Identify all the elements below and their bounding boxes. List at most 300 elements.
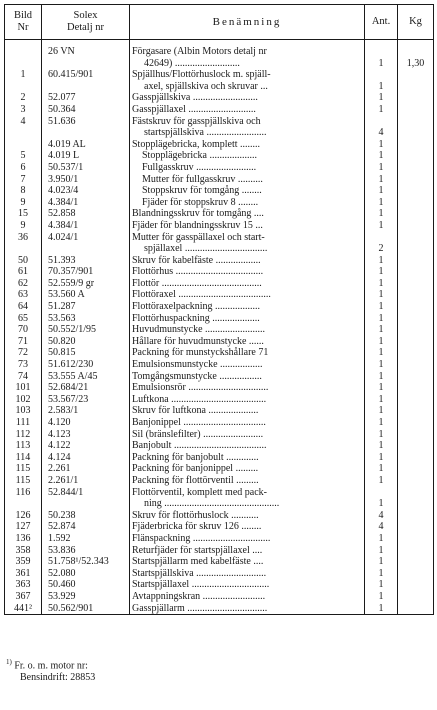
- benamning-cell: [130, 266, 365, 278]
- detalj-nr-cell: 4.384/1: [42, 197, 130, 209]
- ant-cell: 1: [365, 452, 398, 464]
- footnote-marker: 1): [6, 658, 12, 666]
- benamning-line: Fjäder för stoppskruv 8 ........: [142, 196, 259, 208]
- table-row: [5, 417, 434, 429]
- table-row: [5, 336, 434, 348]
- kg-cell: [398, 603, 434, 615]
- ant-cell: 1: [365, 336, 398, 348]
- detalj-nr-cell: 52.684/21: [42, 382, 130, 394]
- bild-nr-cell: 1: [5, 69, 42, 92]
- ant-cell: 1: [365, 162, 398, 174]
- bild-nr-cell: 64: [5, 301, 42, 313]
- benamning-cell: [130, 556, 365, 568]
- benamning-cell: [130, 278, 365, 290]
- bild-nr-cell: 8: [5, 185, 42, 197]
- bild-nr-cell: 15: [5, 208, 42, 220]
- ant-cell: 1: [365, 69, 398, 92]
- bild-nr-cell: 111: [5, 417, 42, 429]
- table-row: [5, 208, 434, 220]
- header-kg: Kg: [398, 5, 434, 40]
- benamning-line: Tomgångsmunstycke .................: [132, 370, 262, 382]
- kg-cell: [398, 150, 434, 162]
- benamning-line: 42649) ..........................: [144, 57, 240, 69]
- bild-nr-cell: 136: [5, 533, 42, 545]
- ant-cell: 1: [365, 255, 398, 267]
- detalj-nr-cell: 53.560 A: [42, 289, 130, 301]
- benamning-line: Packning för flottörventil .........: [132, 474, 259, 486]
- benamning-line: startspjällskiva ........................: [144, 127, 267, 139]
- ant-cell: 1: [365, 278, 398, 290]
- bild-nr-cell: 112: [5, 429, 42, 441]
- benamning-cell: [130, 475, 365, 487]
- detalj-nr-cell: 53.836: [42, 545, 130, 557]
- bild-nr-cell: 5: [5, 150, 42, 162]
- kg-cell: [398, 301, 434, 313]
- table-row: [5, 359, 434, 371]
- detalj-nr-cell: 51.758¹/52.343: [42, 556, 130, 568]
- benamning-cell: [130, 603, 365, 615]
- kg-cell: [398, 289, 434, 301]
- table-row: [5, 92, 434, 104]
- detalj-nr-cell: 53.555 A/45: [42, 371, 130, 383]
- table-row: [5, 382, 434, 394]
- bild-nr-cell: 63: [5, 289, 42, 301]
- benamning-cell: [130, 487, 365, 510]
- benamning-line: Blandningsskruv för tomgång ....: [132, 208, 264, 220]
- detalj-nr-cell: 53.563: [42, 313, 130, 325]
- benamning-cell: [130, 162, 365, 174]
- benamning-line: Sil (bränslefilter) ........................: [132, 428, 264, 440]
- benamning-cell: [130, 429, 365, 441]
- kg-cell: [398, 232, 434, 255]
- benamning-cell: [130, 289, 365, 301]
- bild-nr-cell: 114: [5, 452, 42, 464]
- table-row: [5, 603, 434, 615]
- kg-cell: [398, 591, 434, 603]
- kg-cell: [398, 382, 434, 394]
- benamning-cell: [130, 545, 365, 557]
- ant-cell: 1: [365, 382, 398, 394]
- table-row: [5, 591, 434, 603]
- footnote: [6, 656, 95, 684]
- detalj-nr-cell: 26 VN: [42, 46, 130, 69]
- bild-nr-cell: 7: [5, 174, 42, 186]
- table-row: [5, 556, 434, 568]
- benamning-line: Mutter för fullgasskruv ..........: [142, 173, 263, 185]
- table-header-row: [5, 5, 434, 40]
- table-row: [5, 405, 434, 417]
- detalj-nr-cell: 51.612/230: [42, 359, 130, 371]
- benamning-cell: [130, 174, 365, 186]
- benamning-line: Fästskruv för gasspjällskiva och: [132, 115, 261, 127]
- kg-cell: [398, 174, 434, 186]
- benamning-line: Banjobult .....................................: [132, 440, 267, 452]
- table-row: [5, 579, 434, 591]
- table-row: [5, 301, 434, 313]
- benamning-line: Fullgasskruv ........................: [142, 161, 257, 173]
- kg-cell: [398, 405, 434, 417]
- ant-cell: 1: [365, 208, 398, 220]
- detalj-nr-cell: 4.019 AL: [42, 139, 130, 151]
- benamning-cell: [130, 220, 365, 232]
- benamning-line: Flottöraxel .....................................: [132, 289, 271, 301]
- benamning-cell: [130, 347, 365, 359]
- detalj-nr-cell: 4.024/1: [42, 232, 130, 255]
- kg-cell: [398, 429, 434, 441]
- detalj-nr-cell: 60.415/901: [42, 69, 130, 92]
- benamning-line: axel, spjällskiva och skruvar ...: [144, 80, 268, 92]
- bild-nr-cell: 70: [5, 324, 42, 336]
- table-row: [5, 313, 434, 325]
- table-row: [5, 150, 434, 162]
- benamning-line: Huvudmunstycke ........................: [132, 324, 266, 336]
- ant-cell: 1: [365, 359, 398, 371]
- detalj-nr-cell: 51.287: [42, 301, 130, 313]
- kg-cell: [398, 185, 434, 197]
- detalj-nr-cell: 4.384/1: [42, 220, 130, 232]
- table-row: [5, 487, 434, 510]
- detalj-nr-cell: 70.357/901: [42, 266, 130, 278]
- kg-cell: [398, 197, 434, 209]
- table-row: [5, 371, 434, 383]
- benamning-line: Stopplägebricka ...................: [142, 150, 257, 162]
- table-row: [5, 69, 434, 92]
- table-row: [5, 255, 434, 267]
- detalj-nr-cell: 50.820: [42, 336, 130, 348]
- benamning-cell: [130, 301, 365, 313]
- bild-nr-cell: 50: [5, 255, 42, 267]
- detalj-nr-cell: 2.261/1: [42, 475, 130, 487]
- ant-cell: 1: [365, 174, 398, 186]
- ant-cell: 1: [365, 533, 398, 545]
- ant-cell: 1: [365, 197, 398, 209]
- benamning-cell: [130, 69, 365, 92]
- benamning-cell: [130, 417, 365, 429]
- ant-cell: 2: [365, 232, 398, 255]
- ant-cell: 1: [365, 579, 398, 591]
- table-row: [5, 510, 434, 522]
- benamning-line: Hållare för huvudmunstycke ......: [132, 335, 264, 347]
- benamning-cell: [130, 313, 365, 325]
- footnote-text-2: Bensindrift: 28853: [20, 672, 96, 684]
- table-row: [5, 174, 434, 186]
- table-row: [5, 394, 434, 406]
- ant-cell: 1: [365, 301, 398, 313]
- detalj-nr-cell: 50.364: [42, 104, 130, 116]
- benamning-line: Flottörhus ...................................: [132, 266, 264, 278]
- benamning-line: Flottöraxelpackning ..................: [132, 301, 261, 313]
- detalj-nr-cell: 50.238: [42, 510, 130, 522]
- kg-cell: [398, 556, 434, 568]
- benamning-line: Fjäder för blandningsskruv 15 ...: [132, 219, 263, 231]
- benamning-line: Flottörventil, komplett med pack-: [132, 486, 267, 498]
- benamning-cell: [130, 150, 365, 162]
- detalj-nr-cell: 52.080: [42, 568, 130, 580]
- benamning-line: Skruv för flottörhuslock ...........: [132, 509, 259, 521]
- kg-cell: [398, 347, 434, 359]
- ant-cell: 1: [365, 313, 398, 325]
- benamning-line: Emulsionsrör ................................: [132, 382, 269, 394]
- bild-nr-cell: 65: [5, 313, 42, 325]
- benamning-cell: [130, 359, 365, 371]
- detalj-nr-cell: 52.077: [42, 92, 130, 104]
- detalj-nr-cell: 4.123: [42, 429, 130, 441]
- detalj-nr-cell: 50.460: [42, 579, 130, 591]
- table-row: [5, 116, 434, 139]
- bild-nr-cell: 359: [5, 556, 42, 568]
- bild-nr-cell: 358: [5, 545, 42, 557]
- ant-cell: 1: [365, 487, 398, 510]
- benamning-line: Packning för banjobult .............: [132, 451, 259, 463]
- kg-cell: [398, 116, 434, 139]
- detalj-nr-cell: 52.844/1: [42, 487, 130, 510]
- detalj-nr-cell: 50.537/1: [42, 162, 130, 174]
- ant-cell: 1: [365, 104, 398, 116]
- ant-cell: 1: [365, 394, 398, 406]
- detalj-nr-cell: 52.874: [42, 521, 130, 533]
- kg-cell: [398, 579, 434, 591]
- ant-cell: 1: [365, 545, 398, 557]
- benamning-cell: [130, 185, 365, 197]
- benamning-cell: [130, 197, 365, 209]
- ant-cell: 1: [365, 440, 398, 452]
- detalj-nr-cell: 3.950/1: [42, 174, 130, 186]
- detalj-nr-cell: 53.567/23: [42, 394, 130, 406]
- bild-nr-cell: 73: [5, 359, 42, 371]
- bild-nr-cell: 2: [5, 92, 42, 104]
- benamning-line: Startspjällarm med kabelfäste ....: [132, 556, 264, 568]
- kg-cell: [398, 475, 434, 487]
- kg-cell: [398, 324, 434, 336]
- ant-cell: 4: [365, 116, 398, 139]
- bild-nr-cell: 115: [5, 463, 42, 475]
- benamning-line: Flottör ........................................: [132, 277, 262, 289]
- detalj-nr-cell: 50.552/1/95: [42, 324, 130, 336]
- benamning-line: Avtappningskran .........................: [132, 590, 266, 602]
- parts-list-page: [4, 4, 433, 615]
- detalj-nr-cell: 53.929: [42, 591, 130, 603]
- benamning-line: Flänspackning ...............................: [132, 532, 271, 544]
- kg-cell: [398, 208, 434, 220]
- benamning-line: Skruv för kabelfäste ..................: [132, 254, 261, 266]
- benamning-line: Flottörhuspackning ...................: [132, 312, 260, 324]
- footnote-line-1: [6, 656, 95, 672]
- benamning-cell: [130, 568, 365, 580]
- bild-nr-cell: 361: [5, 568, 42, 580]
- bild-nr-cell: 115: [5, 475, 42, 487]
- detalj-nr-cell: 51.393: [42, 255, 130, 267]
- benamning-cell: [130, 510, 365, 522]
- ant-cell: 1: [365, 220, 398, 232]
- table-row: [5, 197, 434, 209]
- detalj-nr-cell: 50.815: [42, 347, 130, 359]
- detalj-nr-cell: 52.559/9 gr: [42, 278, 130, 290]
- table-row: [5, 429, 434, 441]
- benamning-cell: [130, 452, 365, 464]
- ant-cell: 1: [365, 46, 398, 69]
- benamning-cell: [130, 405, 365, 417]
- ant-cell: 1: [365, 139, 398, 151]
- kg-cell: [398, 255, 434, 267]
- benamning-line: Spjällhus/Flottörhuslock m. spjäll-: [132, 69, 271, 81]
- benamning-line: Skruv för luftkona ....................: [132, 405, 259, 417]
- benamning-cell: [130, 92, 365, 104]
- kg-cell: [398, 220, 434, 232]
- table-row: [5, 568, 434, 580]
- header-bild-nr: Bild Nr: [5, 5, 42, 40]
- detalj-nr-cell: 1.592: [42, 533, 130, 545]
- ant-cell: 4: [365, 521, 398, 533]
- ant-cell: 1: [365, 324, 398, 336]
- benamning-line: Packning för banjonippel .........: [132, 463, 259, 475]
- ant-cell: 1: [365, 347, 398, 359]
- detalj-nr-cell: 52.858: [42, 208, 130, 220]
- ant-cell: 1: [365, 568, 398, 580]
- benamning-cell: [130, 579, 365, 591]
- bild-nr-cell: 363: [5, 579, 42, 591]
- bild-nr-cell: 6: [5, 162, 42, 174]
- kg-cell: [398, 162, 434, 174]
- ant-cell: 1: [365, 556, 398, 568]
- parts-table: [4, 4, 434, 615]
- detalj-nr-cell: 51.636: [42, 116, 130, 139]
- benamning-cell: [130, 116, 365, 139]
- ant-cell: 1: [365, 92, 398, 104]
- bild-nr-cell: [5, 139, 42, 151]
- kg-cell: [398, 92, 434, 104]
- ant-cell: 1: [365, 463, 398, 475]
- ant-cell: 1: [365, 591, 398, 603]
- benamning-cell: [130, 255, 365, 267]
- bild-nr-cell: 102: [5, 394, 42, 406]
- table-row: [5, 545, 434, 557]
- benamning-line: Startspjällaxel ...............................: [132, 579, 270, 591]
- bild-nr-cell: [5, 46, 42, 69]
- kg-cell: [398, 463, 434, 475]
- detalj-nr-cell: 2.261: [42, 463, 130, 475]
- bild-nr-cell: 103: [5, 405, 42, 417]
- benamning-cell: [130, 232, 365, 255]
- detalj-nr-cell: 4.019 L: [42, 150, 130, 162]
- kg-cell: [398, 371, 434, 383]
- benamning-line: ning ..............................................: [144, 498, 280, 510]
- kg-cell: [398, 545, 434, 557]
- detalj-nr-cell: 4.124: [42, 452, 130, 464]
- table-row: [5, 452, 434, 464]
- kg-cell: [398, 359, 434, 371]
- benamning-line: spjällaxel .................................: [144, 243, 268, 255]
- benamning-cell: [130, 382, 365, 394]
- table-row: [5, 347, 434, 359]
- ant-cell: 1: [365, 429, 398, 441]
- benamning-cell: [130, 394, 365, 406]
- kg-cell: [398, 440, 434, 452]
- kg-cell: [398, 69, 434, 92]
- ant-cell: 1: [365, 266, 398, 278]
- ant-cell: 1: [365, 185, 398, 197]
- table-row: [5, 220, 434, 232]
- benamning-line: Packning för munstyckshållare 71: [132, 347, 269, 359]
- bild-nr-cell: 367: [5, 591, 42, 603]
- bild-nr-cell: 74: [5, 371, 42, 383]
- kg-cell: 1,30: [398, 46, 434, 69]
- bild-nr-cell: 62: [5, 278, 42, 290]
- ant-cell: 4: [365, 510, 398, 522]
- benamning-line: Gasspjällaxel ...........................: [132, 103, 256, 115]
- bild-nr-cell: 4: [5, 116, 42, 139]
- benamning-line: Banjonippel .................................: [132, 417, 266, 428]
- ant-cell: 1: [365, 371, 398, 383]
- benamning-cell: [130, 208, 365, 220]
- benamning-cell: [130, 440, 365, 452]
- table-row: [5, 521, 434, 533]
- benamning-cell: [130, 591, 365, 603]
- ant-cell: 1: [365, 289, 398, 301]
- kg-cell: [398, 266, 434, 278]
- kg-cell: [398, 452, 434, 464]
- detalj-nr-cell: 2.583/1: [42, 405, 130, 417]
- benamning-line: Emulsionsmunstycke .................: [132, 359, 263, 371]
- bild-nr-cell: 9: [5, 220, 42, 232]
- detalj-nr-cell: 4.120: [42, 417, 130, 429]
- benamning-cell: [130, 463, 365, 475]
- benamning-line: Returfjäder för startspjällaxel ....: [132, 544, 263, 556]
- bild-nr-cell: 116: [5, 487, 42, 510]
- header-ant: Ant.: [365, 5, 398, 40]
- benamning-cell: [130, 371, 365, 383]
- benamning-line: Stopplägebricka, komplett ........: [132, 138, 261, 150]
- table-row: [5, 185, 434, 197]
- table-row: [5, 232, 434, 255]
- benamning-line: Fjäderbricka för skruv 126 ........: [132, 521, 262, 533]
- table-row: [5, 162, 434, 174]
- table-row: [5, 324, 434, 336]
- table-row: [5, 278, 434, 290]
- bild-nr-cell: 71: [5, 336, 42, 348]
- kg-cell: [398, 533, 434, 545]
- benamning-cell: [130, 336, 365, 348]
- bild-nr-cell: 113: [5, 440, 42, 452]
- detalj-nr-cell: 4.023/4: [42, 185, 130, 197]
- ant-cell: 1: [365, 150, 398, 162]
- table-row: [5, 104, 434, 116]
- bild-nr-cell: 3: [5, 104, 42, 116]
- footnote-line-2: [6, 672, 95, 684]
- table-row: [5, 46, 434, 69]
- kg-cell: [398, 104, 434, 116]
- benamning-line: Startspjällskiva ............................: [132, 567, 267, 579]
- kg-cell: [398, 394, 434, 406]
- kg-cell: [398, 521, 434, 533]
- table-row: [5, 463, 434, 475]
- table-row: [5, 266, 434, 278]
- benamning-line: Mutter för gasspällaxel och start-: [132, 231, 265, 243]
- benamning-cell: [130, 46, 365, 69]
- bild-nr-cell: 72: [5, 347, 42, 359]
- kg-cell: [398, 336, 434, 348]
- kg-cell: [398, 278, 434, 290]
- benamning-line: Gasspjällskiva ..........................: [132, 92, 258, 104]
- detalj-nr-cell: 4.122: [42, 440, 130, 452]
- ant-cell: 1: [365, 475, 398, 487]
- ant-cell: 1: [365, 603, 398, 615]
- bild-nr-cell: 441²: [5, 603, 42, 615]
- benamning-line: Stoppskruv för tomgång ........: [142, 185, 262, 197]
- benamning-cell: [130, 139, 365, 151]
- table-row: [5, 440, 434, 452]
- kg-cell: [398, 139, 434, 151]
- bild-nr-cell: 36: [5, 232, 42, 255]
